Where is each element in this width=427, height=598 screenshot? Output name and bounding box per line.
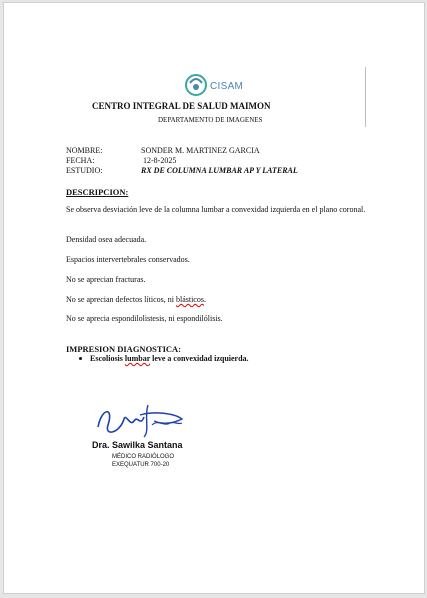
description-paragraph-3: Espacios intervertebrales conservados. [66,255,190,264]
study-value: RX DE COLUMNA LUMBAR AP Y LATERAL [141,166,298,175]
date-value: 12-8-2025 [143,156,177,165]
impression-text-b: lumbar [124,354,151,363]
institution-name: CENTRO INTEGRAL DE SALUD MAIMON [92,101,271,111]
p5-text-b: blásticos [175,295,204,304]
date-label: FECHA: [66,156,95,165]
p5-text-a: No se aprecian defectos líticos, ni [66,295,176,304]
impression-heading: IMPRESION DIAGNOSTICA: [66,344,181,354]
impression-text-c: leve a convexidad izquierda. [150,354,249,363]
header-divider [365,67,366,127]
signature-name: Dra. Sawilka Santana [92,440,183,450]
impression-text-a: Escoliosis [90,354,125,363]
impression-item [90,354,249,363]
handwritten-signature [94,397,186,441]
study-label: ESTUDIO: [66,166,103,175]
logo-text: CISAM [210,81,244,92]
bullet-icon [79,357,82,360]
description-heading: DESCRIPCION: [66,187,129,197]
department-name: DEPARTAMENTO DE IMAGENES [158,116,263,124]
description-paragraph-2: Densidad osea adecuada. [66,235,147,244]
description-paragraph-6: No se aprecia espondilolistesis, ni espondilólisis. [66,314,223,323]
name-label: NOMBRE: [66,146,103,155]
signature-role: MÉDICO RADIÓLOGO [112,454,175,460]
document-page [3,2,425,594]
name-value: SONDER M. MARTINEZ GARCIA [141,146,260,155]
signature-license: EXEQUATUR 700-20 [112,462,170,468]
description-paragraph-5 [66,295,366,305]
description-paragraph-4: No se aprecian fracturas. [66,275,146,284]
description-paragraph-1: Se observa desviación leve de la columna lumbar a convexidad izquierda en el plano coronal. [66,205,366,214]
p5-text-c: . [203,295,206,304]
